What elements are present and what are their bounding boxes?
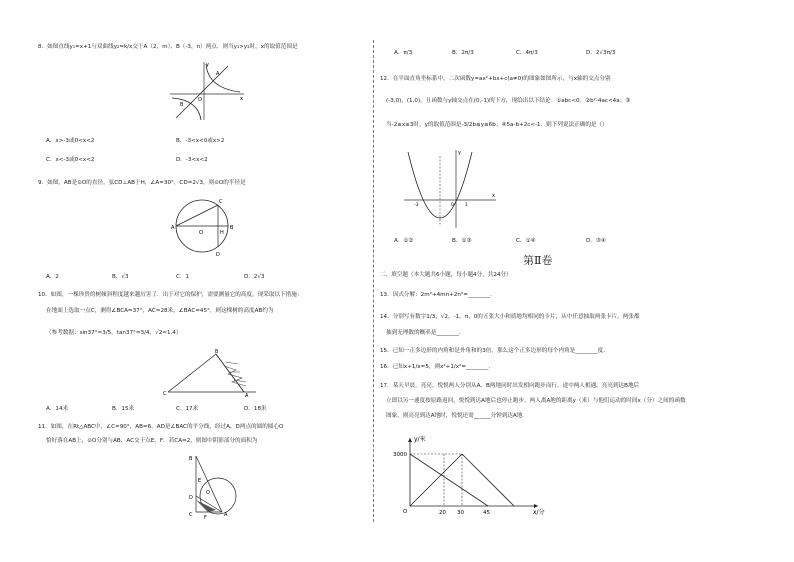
q9-stem: 9．如图，AB是⊙O的直径，弦CD⊥AB于H，∠A=30°，CD=2√3，则⊙O的半径是 [38,180,246,186]
q10-stem-line2: 在地面上选取一点C，测得∠BCA=37°，AC=28米，∠BAC=45°，则这棵树的高度AB约为 [46,308,274,314]
q12-origin-label: 0 [451,203,454,208]
q11-point-f-label: F [204,515,207,521]
q9-point-b-label: B [230,225,234,231]
q14-line1: 14．分别写有数字1/3，√2，-1，π，0的五张大小和质地均相同的卡片，从中任意抽取两张卡片，两张都 [380,314,640,320]
q8-stem: 8．如图直线y₁=x+1与双曲线y₂=k/x交于A（2，m）、B（-3，n）两点．则当y₁>y₂时，x的取值范围是 [38,44,298,50]
q17-origin-label: O [403,509,408,515]
q17-x-axis-label: x/分 [533,509,545,516]
q9-point-a-label: A [171,225,175,231]
q17-distance-time-figure [388,432,558,516]
q12-root-neg3-label: -3 [414,203,419,208]
q9-option-d: D．2√3 [244,274,265,280]
q8-y-axis-label: y [206,62,209,68]
q11-point-b-label: B [189,456,193,462]
fill-in-section-header: 二、填空题（本大题共6小题，每小题4分，共24分） [380,272,512,278]
q12-option-d: D．③④ [586,238,606,244]
q8-hyperbola-figure [168,60,246,122]
q14-line2: 抽到无理数的概率是________． [386,330,465,336]
q10-tree-figure [163,348,262,399]
q9-point-d-label: D [216,252,220,258]
q10-option-a: A．14米 [46,406,69,412]
q17-x-tick-30: 30 [457,510,464,516]
q11-point-d-label: D [189,495,193,501]
q16-text: 16．已知x+1/x=5，则x²+1/x²=________． [380,364,494,370]
q17-x-tick-45: 45 [483,510,490,516]
q9-circle-figure [170,192,236,260]
q12-stem-line2: (-3,0)，(1,0)，且函数与y轴交点在(0,-1)的下方，现给出以下结论：①abc<0；②b²-4ac<4a；③ [386,98,631,104]
q8-point-b-label: B [180,102,184,108]
q13-text: 13．因式分解：2m²+4mn+2n²=________． [380,292,496,298]
q17-x-tick-20: 20 [439,510,446,516]
q9-point-h-label: H [220,230,224,236]
q8-x-axis-label: x [240,96,243,102]
q17-line2: 立即以另一速度按原路返回，悦悦到达A地后也停止跑步，两人离A地的距离y（米）与他们运动的时间x（分）之间的函数 [386,398,686,404]
q11-option-c: C．4π/3 [516,50,538,56]
q11-center-o-label: O [206,490,210,496]
q17-line1: 17．某天早晨，亮亮、悦悦两人分别从A、B两地同时出发相向跑步而行，途中两人相遇，亮亮到达B地后 [380,383,640,389]
q10-stem-line3: （参考数据：sin37°≈3/5，tan37°≈3/4，√2≈1.4） [46,330,182,336]
q12-stem-line1: 12．在平面直角坐标系中，二次函数y=ax²+bx+c(a≠0)的图象如图所示，与x轴的交点分别 [380,76,611,82]
q8-option-d: D．-3<x<2 [176,157,208,163]
q17-line3: 图象，则亮亮到达A地时，悦悦还需______分钟到达A地． [386,413,528,419]
q11-point-a-label: A [224,512,228,518]
q10-option-c: C．17米 [176,406,199,412]
q9-option-a: A．2 [46,274,59,280]
q10-stem-line1: 10．如图，一棵珍贵的树倾斜程度越来越厉害了．出于对它的保护，需要测量它的高度，现采取以下措施： [38,292,303,298]
q11-option-b: B．2π/3 [452,50,474,56]
q8-option-a: A．x>-3或0<x<2 [46,138,95,144]
part-two-title: 第Ⅱ卷 [523,254,553,267]
q12-option-b: B．①③ [452,238,472,244]
q12-y-axis-label: y [458,150,461,156]
q12-root-1-label: 1 [465,203,468,208]
q11-point-c-label: C [189,512,193,518]
q12-parabola-figure [400,148,500,230]
q11-option-a: A．π/3 [394,50,413,56]
q15-text: 15．已知一正多边形的内角和是外角和的3倍，那么这个正多边形的每个内角是________度． [380,348,609,354]
q8-origin-label: O [198,97,202,103]
q8-point-a-label: A [216,71,220,77]
q10-option-b: B．15米 [112,406,135,412]
q12-stem-line3: 当-2≤x≤3时，y的取值范围是-3/2b≤y≤6b；④5a-b+2c<-1．则下列说法正确的是（） [386,122,608,128]
q9-option-c: C．1 [176,274,190,280]
q8-option-c: C．x<-3或0<x<2 [46,157,95,163]
q11-stem-line1: 11．如图，在Rt△ABC中，∠C=90°，AB=6，AD是∠BAC的平分线，经过A、D两点的圆的圆心O [38,424,284,430]
q11-stem-line2: 恰好落在AB上，⊙O分别与AB、AC交于点E、F．若CA=2，则图中阴影部分的面积为 [46,438,258,444]
q12-x-axis-label: x [492,193,495,199]
q10-point-b-label: B [215,349,219,355]
q10-option-d: D．18米 [244,406,267,412]
q11-point-e-label: E [198,478,202,484]
q9-point-c-label: C [219,199,223,205]
q11-option-d: D．2√3π/3 [586,50,616,56]
q8-option-b: B．-3<x<0或x>2 [176,138,225,144]
q11-triangle-circle-figure [186,452,250,520]
column-divider [373,40,374,522]
q12-option-a: A．①② [394,238,414,244]
q9-option-b: B．√3 [112,274,129,280]
q10-point-a-label: A [245,393,249,399]
q17-y-tick-3000: 3000 [393,452,407,458]
q12-option-c: C．①④ [516,238,536,244]
q17-y-axis-label: y/米 [414,436,426,443]
q10-point-c-label: C [163,391,167,397]
q9-center-o-label: O [199,230,203,236]
